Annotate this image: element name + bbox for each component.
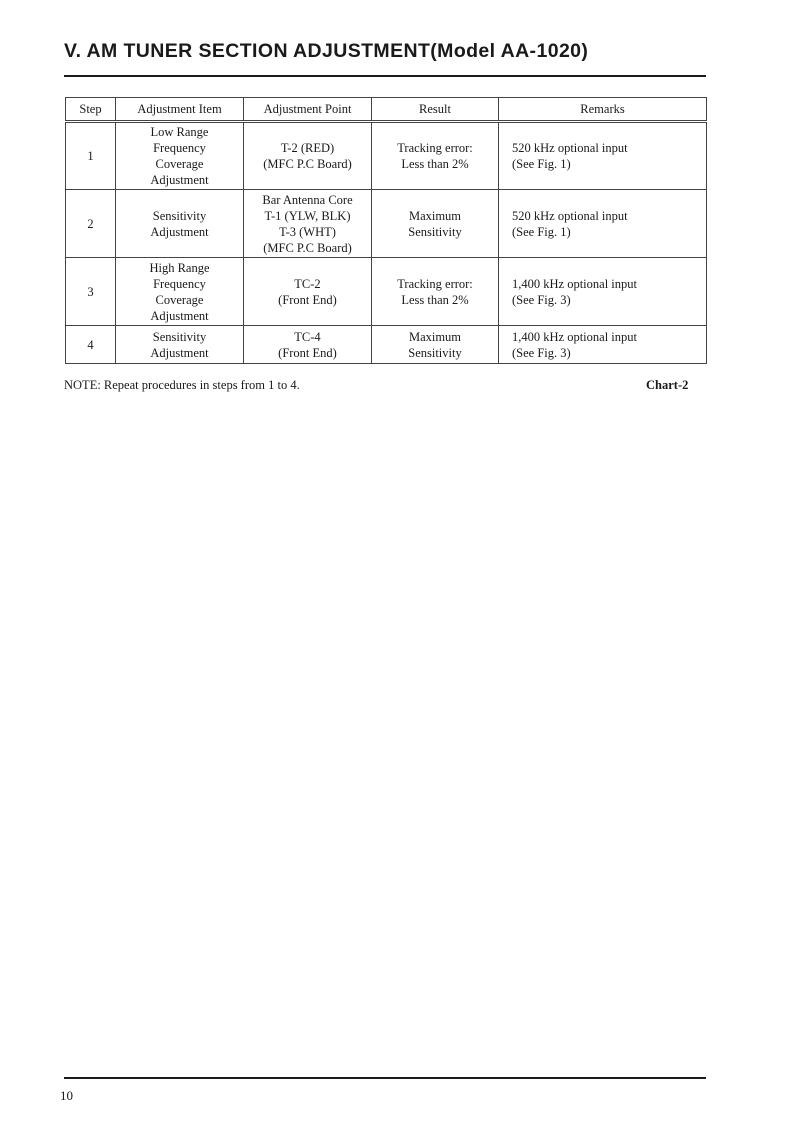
- page-number: 10: [60, 1088, 73, 1103]
- result-cell: Maximum Sensitivity: [372, 190, 499, 258]
- procedure-note: NOTE: Repeat procedures in steps from 1 to 4.: [64, 378, 300, 392]
- page-title: V. AM TUNER SECTION ADJUSTMENT(Model AA-1020): [64, 40, 589, 62]
- adjustment-point-cell: Bar Antenna Core T-1 (YLW, BLK) T-3 (WHT) (MFC P.C Board): [244, 190, 372, 258]
- column-header-remarks: Remarks: [499, 98, 707, 122]
- table-row: [66, 190, 707, 258]
- column-header-step: Step: [66, 98, 116, 122]
- column-header-adjustment-item: Adjustment Item: [116, 98, 244, 122]
- column-header-result: Result: [372, 98, 499, 122]
- adjustment-item-cell: Low Range Frequency Coverage Adjustment: [116, 122, 244, 190]
- remarks-cell: 1,400 kHz optional input (See Fig. 3): [499, 326, 707, 364]
- table-row: [66, 326, 707, 364]
- remarks-cell: 520 kHz optional input (See Fig. 1): [499, 190, 707, 258]
- step-cell: 2: [66, 190, 116, 258]
- step-cell: 3: [66, 258, 116, 326]
- chart-label: Chart-2: [646, 378, 689, 392]
- adjustment-point-cell: T-2 (RED) (MFC P.C Board): [244, 122, 372, 190]
- step-cell: 1: [66, 122, 116, 190]
- title-underline: [64, 75, 706, 77]
- remarks-cell: 1,400 kHz optional input (See Fig. 3): [499, 258, 707, 326]
- adjustment-point-cell: TC-2 (Front End): [244, 258, 372, 326]
- adjustment-item-cell: Sensitivity Adjustment: [116, 190, 244, 258]
- adjustment-point-cell: TC-4 (Front End): [244, 326, 372, 364]
- footer-rule: [64, 1077, 706, 1079]
- adjustment-table: [65, 97, 707, 364]
- step-cell: 4: [66, 326, 116, 364]
- table-header-row: [66, 98, 707, 122]
- remarks-cell: 520 kHz optional input (See Fig. 1): [499, 122, 707, 190]
- adjustment-item-cell: High Range Frequency Coverage Adjustment: [116, 258, 244, 326]
- adjustment-item-cell: Sensitivity Adjustment: [116, 326, 244, 364]
- result-cell: Maximum Sensitivity: [372, 326, 499, 364]
- table-row: [66, 122, 707, 190]
- column-header-adjustment-point: Adjustment Point: [244, 98, 372, 122]
- result-cell: Tracking error: Less than 2%: [372, 122, 499, 190]
- table-row: [66, 258, 707, 326]
- result-cell: Tracking error: Less than 2%: [372, 258, 499, 326]
